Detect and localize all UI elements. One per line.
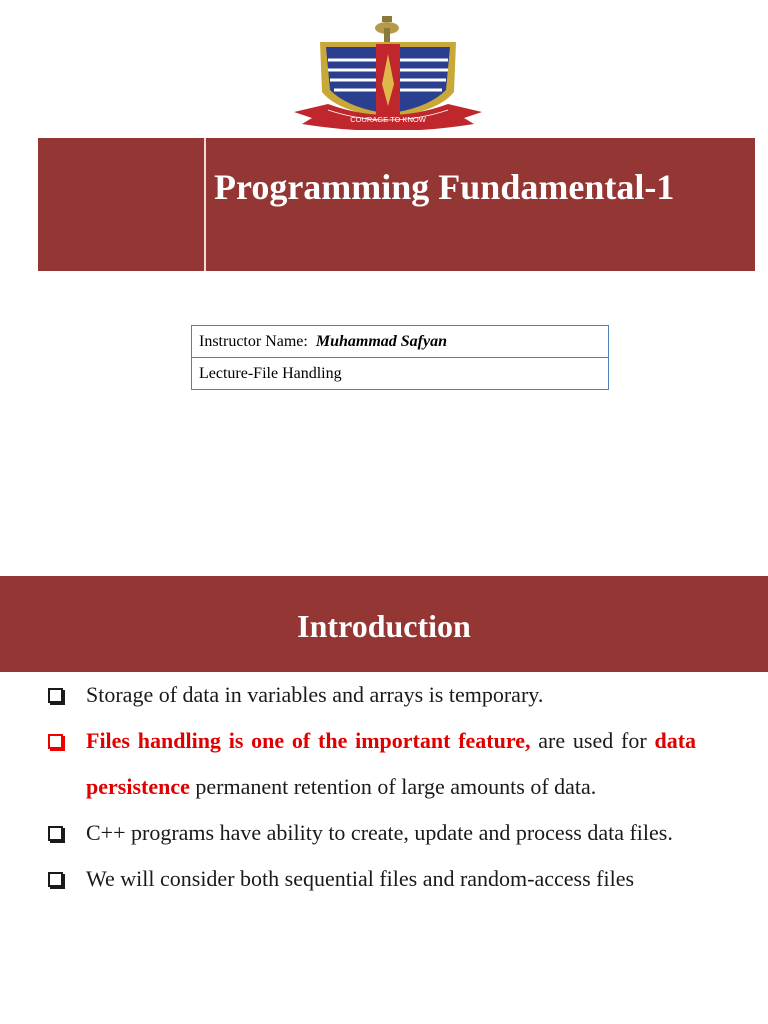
bullet-text: Storage of data in variables and arrays is temporary. [86,682,544,707]
slide-title: Programming Fundamental-1 [214,167,675,207]
logo-motto: COURAGE TO KNOW [350,115,426,124]
bullet-text: We will consider both sequential files and random-access files [86,866,635,891]
checkbox-bullet-icon [48,826,63,841]
lecture-row [192,357,608,389]
bullet-highlight: data persistence [86,728,697,799]
university-crest-logo [288,14,488,130]
instructor-name: Muhammad Safyan [315,333,447,350]
checkbox-bullet-icon [48,872,63,887]
introduction-heading: Introduction [297,608,471,644]
instructor-row [192,326,608,357]
title-band [38,138,755,271]
lecture-title: Lecture-File Handling [199,365,342,382]
list-item [44,810,696,856]
bullet-text: C++ programs have ability to create, update and process data files. [86,820,673,845]
bullet-list [44,672,696,902]
introduction-band [0,576,768,672]
bullet-text: permanent retention of large amounts of data. [189,774,597,799]
checkbox-bullet-icon [48,734,63,749]
list-item [44,672,696,718]
bullet-text: are used for [530,728,655,753]
title-divider [204,138,206,271]
instructor-info-table [191,325,609,390]
list-item [44,718,696,810]
bullet-highlight: Files handling is one of the important feature, [86,728,531,753]
instructor-label: Instructor Name: [199,333,308,350]
checkbox-bullet-icon [48,688,63,703]
list-item [44,856,696,902]
